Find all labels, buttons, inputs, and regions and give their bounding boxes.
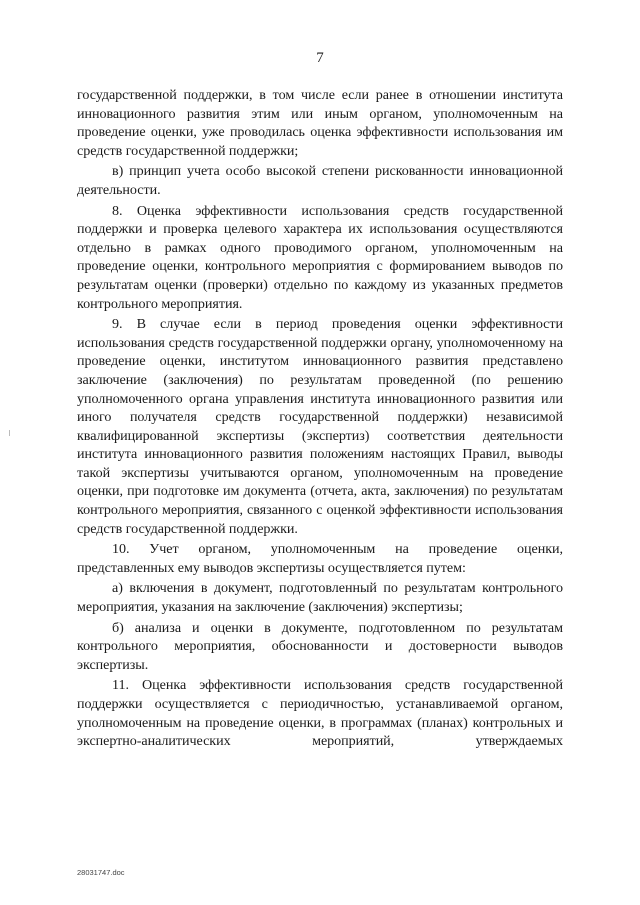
paragraph-11: 11. Оценка эффективности использования средств государственной поддержки осуществляется с периодичностью, устанавливаемой органом, уполномоченным на проведение оценки, в программах (планах) контрольных и экспертно-аналитических мероприятий, утверждаемых: [77, 677, 563, 750]
paragraph-continuation: государственной поддержки, в том числе если ранее в отношении института инновационного развития этим или иным органом, уполномоченным на проведение оценки, уже проводилась оценка эффективности использования им средств государственной поддержки;: [77, 87, 563, 159]
paragraph-item-v: в) принцип учета особо высокой степени рискованности инновационной деятельности.: [77, 163, 563, 198]
footer-file-code: 28031747.doc: [77, 868, 125, 877]
document-body: [77, 86, 563, 751]
paragraph-9: 9. В случае если в период проведения оценки эффективности использования средств государственной поддержки органу, уполномоченному на проведение оценки, институтом инновационного развития представлено заключение (заключения) по результатам проведенной (по решению уполномоченного органа управления института инновационного развития или иного получателя средств государственной поддержки) независимой квалифицированной экспертизы (экспертиз) соответствия деятельности института инновационного развития положениям настоящих Правил, выводы такой экспертизы учитываются органом, уполномоченным на проведение оценки, при подготовке им документа (отчета, акта, заключения) по результатам контрольного мероприятия, связанного с оценкой эффективности использования средств государственной поддержки.: [77, 316, 563, 537]
paragraph-10: 10. Учет органом, уполномоченным на проведение оценки, представленных ему выводов экспертизы осуществляется путем:: [77, 541, 563, 576]
page-number: 7: [316, 50, 324, 66]
paragraph-10-a: а) включения в документ, подготовленный по результатам контрольного мероприятия, указания на заключение (заключения) экспертизы;: [77, 580, 563, 616]
paragraph-10-b: б) анализа и оценки в документе, подготовленном по результатам контрольного мероприятия, обоснованности и достоверности выводов экспертизы.: [77, 619, 563, 673]
paragraph-8: 8. Оценка эффективности использования средств государственной поддержки и проверка целевого характера их использования осуществляются отдельно в рамках одного проводимого органом, уполномоченным на проведение оценки, контрольного мероприятия с формированием выводов по результатам оценки (проверки) отдельно по каждому из указанных предметов контрольного мероприятия.: [77, 202, 563, 312]
margin-mark: [9, 430, 10, 436]
